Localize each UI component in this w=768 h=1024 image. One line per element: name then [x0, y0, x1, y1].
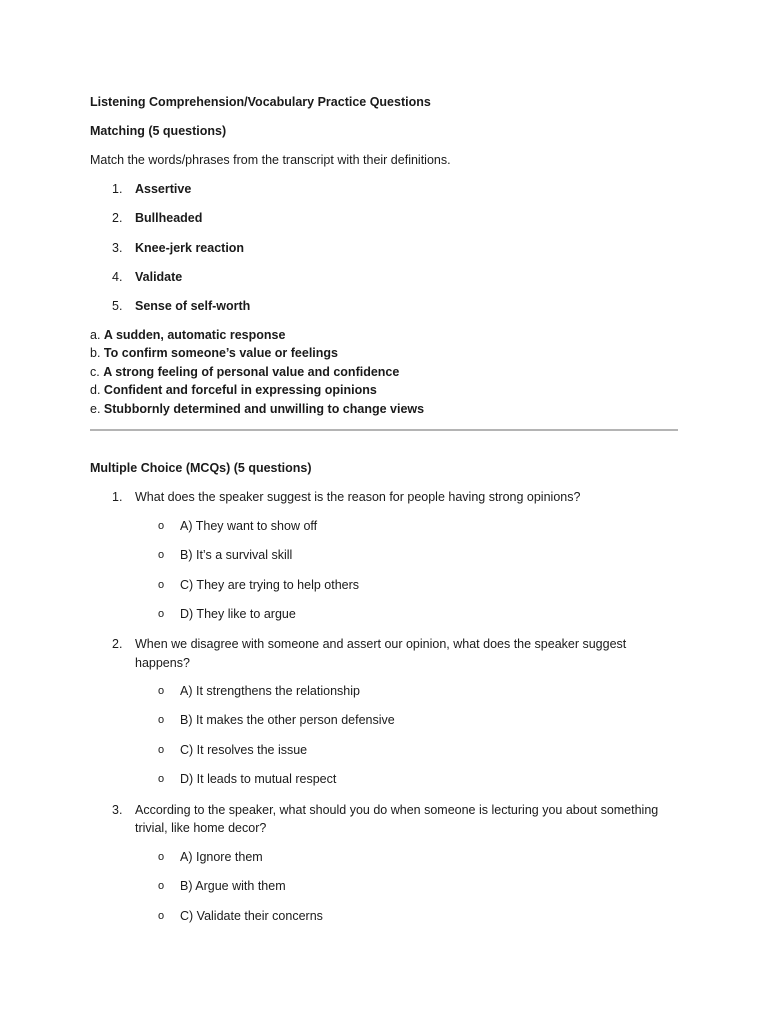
option-bullet: o [158, 579, 165, 591]
definition-item [90, 328, 285, 342]
option-bullet: o [158, 549, 165, 561]
definition-item [90, 365, 399, 379]
answer-option: D) It leads to mutual respect [180, 772, 337, 786]
document-title: Listening Comprehension/Vocabulary Practice Questions [90, 95, 431, 109]
definition-letter: c. [90, 365, 100, 379]
question-text: When we disagree with someone and assert our opinion, what does the speaker suggest [135, 637, 627, 651]
section-divider [90, 429, 678, 431]
option-bullet: o [158, 773, 165, 785]
definition-item [90, 346, 338, 360]
list-item-number: 1. [112, 182, 123, 196]
answer-option: B) It’s a survival skill [180, 548, 293, 562]
list-item-number: 5. [112, 299, 123, 313]
definition-letter: b. [90, 346, 101, 360]
answer-option: A) Ignore them [180, 850, 263, 864]
answer-option: C) It resolves the issue [180, 743, 308, 757]
option-bullet: o [158, 880, 165, 892]
option-bullet: o [158, 520, 165, 532]
list-item-term: Sense of self-worth [135, 299, 251, 313]
question-text-continued: happens? [135, 656, 190, 670]
matching-instructions: Match the words/phrases from the transcript with their definitions. [90, 153, 451, 167]
option-bullet: o [158, 685, 165, 697]
definition-text: A sudden, automatic response [103, 328, 286, 342]
question-number: 1. [112, 490, 123, 504]
answer-option: B) Argue with them [180, 879, 286, 893]
definition-text: Confident and forceful in expressing opinions [103, 383, 377, 397]
question-number: 2. [112, 637, 123, 651]
definition-letter: a. [90, 328, 101, 342]
option-bullet: o [158, 744, 165, 756]
answer-option: C) Validate their concerns [180, 909, 323, 923]
list-item-term: Assertive [135, 182, 192, 196]
list-item-term: Validate [135, 270, 183, 284]
option-bullet: o [158, 608, 165, 620]
matching-heading: Matching (5 questions) [90, 124, 227, 138]
definition-letter: e. [90, 402, 101, 416]
list-item-number: 4. [112, 270, 123, 284]
mcq-heading: Multiple Choice (MCQs) (5 questions) [90, 461, 312, 475]
answer-option: C) They are trying to help others [180, 578, 360, 592]
question-text-continued: trivial, like home decor? [135, 821, 267, 835]
definition-text: Stubbornly determined and unwilling to change views [103, 402, 425, 416]
list-item-term: Bullheaded [135, 211, 203, 225]
answer-option: A) They want to show off [180, 519, 318, 533]
list-item-term: Knee-jerk reaction [135, 241, 245, 255]
answer-option: B) It makes the other person defensive [180, 713, 395, 727]
definition-item [90, 402, 424, 416]
question-text: According to the speaker, what should you do when someone is lecturing you about something [135, 803, 659, 817]
definition-letter: d. [90, 383, 101, 397]
definition-item [90, 383, 377, 397]
option-bullet: o [158, 851, 165, 863]
list-item-number: 3. [112, 241, 123, 255]
definition-text: To confirm someone’s value or feelings [103, 346, 339, 360]
answer-option: D) They like to argue [180, 607, 296, 621]
option-bullet: o [158, 714, 165, 726]
answer-option: A) It strengthens the relationship [180, 684, 360, 698]
list-item-number: 2. [112, 211, 123, 225]
option-bullet: o [158, 910, 165, 922]
question-number: 3. [112, 803, 123, 817]
definition-text: A strong feeling of personal value and confidence [103, 365, 400, 379]
question-text: What does the speaker suggest is the reason for people having strong opinions? [135, 490, 581, 504]
